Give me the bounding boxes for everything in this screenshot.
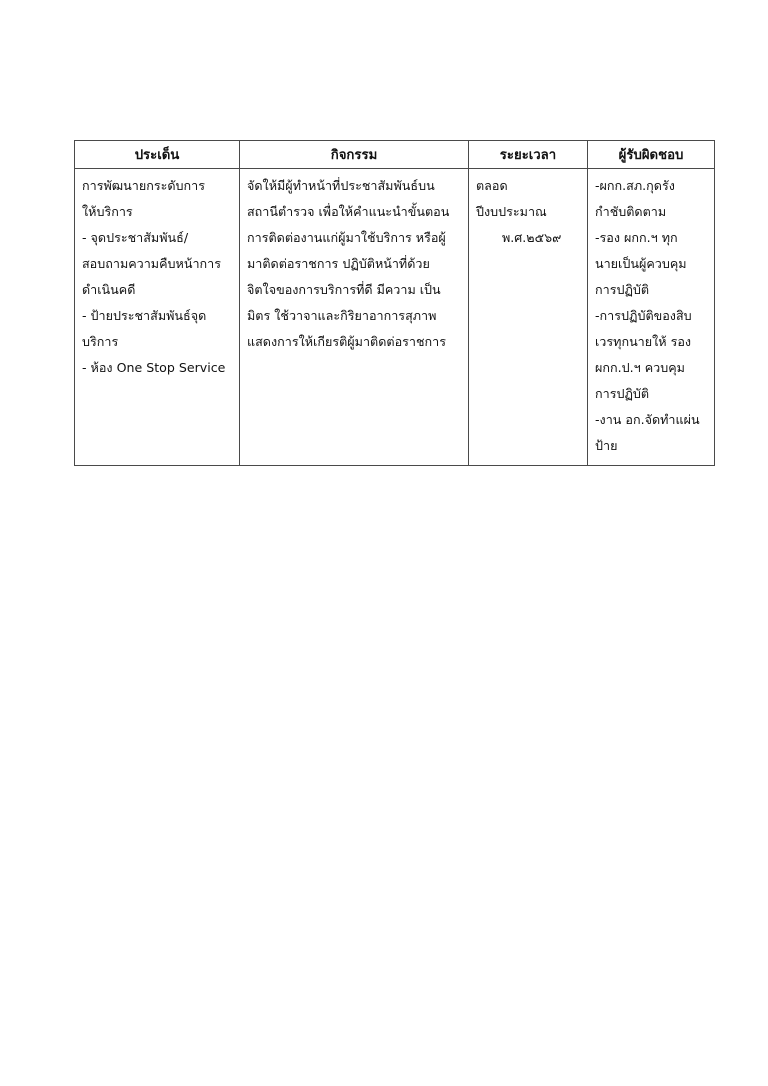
- text-line: - ป้ายประชาสัมพันธ์จุด: [82, 308, 207, 323]
- text-line: -งาน อก.จัดทำแผ่น: [595, 412, 700, 427]
- text-line: ดำเนินคดี: [82, 282, 136, 297]
- text-line: ปีงบประมาณ: [476, 204, 547, 219]
- text-line: เวรทุกนายให้ รอง: [595, 334, 692, 349]
- text-line: กำชับติดตาม: [595, 204, 667, 219]
- cell-issue: [75, 169, 240, 466]
- text-line: มาติดต่อราชการ ปฏิบัติหน้าที่ด้วย: [247, 256, 430, 271]
- cell-period: [469, 169, 588, 466]
- text-line: -การปฏิบัติของสิบ: [595, 308, 692, 323]
- text-line: การปฏิบัติ: [595, 386, 650, 401]
- text-line: การติดต่องานแก่ผู้มาใช้บริการ หรือผู้: [247, 230, 446, 245]
- text-line: -ผกก.สภ.กุดรัง: [595, 178, 675, 193]
- text-line: การปฏิบัติ: [595, 282, 650, 297]
- text-line: การพัฒนายกระดับการ: [82, 178, 205, 193]
- header-issue: ประเด็น: [75, 141, 240, 169]
- text-line: จัดให้มีผู้ทำหน้าที่ประชาสัมพันธ์บน: [247, 178, 435, 193]
- text-line: จิตใจของการบริการที่ดี มีความ เป็น: [247, 282, 441, 297]
- cell-activity: [240, 169, 469, 466]
- header-responsible: ผู้รับผิดชอบ: [588, 141, 715, 169]
- text-line: ให้บริการ: [82, 204, 133, 219]
- table-header-row: [75, 141, 715, 169]
- text-line: พ.ศ.๒๕๖๙: [502, 230, 562, 245]
- cell-responsible: [588, 169, 715, 466]
- activity-table: [74, 140, 715, 466]
- text-line: - ห้อง One Stop Service: [82, 360, 226, 375]
- text-line: ป้าย: [595, 438, 618, 453]
- header-period: ระยะเวลา: [469, 141, 588, 169]
- header-activity: กิจกรรม: [240, 141, 469, 169]
- text-line: ผกก.ป.ฯ ควบคุม: [595, 360, 685, 375]
- text-line: ตลอด: [476, 178, 508, 193]
- text-line: แสดงการให้เกียรติผู้มาติดต่อราชการ: [247, 334, 446, 349]
- text-line: บริการ: [82, 334, 119, 349]
- text-line: นายเป็นผู้ควบคุม: [595, 256, 687, 271]
- table-row: [75, 169, 715, 466]
- text-line: มิตร ใช้วาจาและกิริยาอาการสุภาพ: [247, 308, 437, 323]
- text-line: สถานีตำรวจ เพื่อให้คำแนะนำขั้นตอน: [247, 204, 450, 219]
- text-line: - จุดประชาสัมพันธ์/: [82, 230, 189, 245]
- text-line: สอบถามความคืบหน้าการ: [82, 256, 221, 271]
- text-line: -รอง ผกก.ฯ ทุก: [595, 230, 678, 245]
